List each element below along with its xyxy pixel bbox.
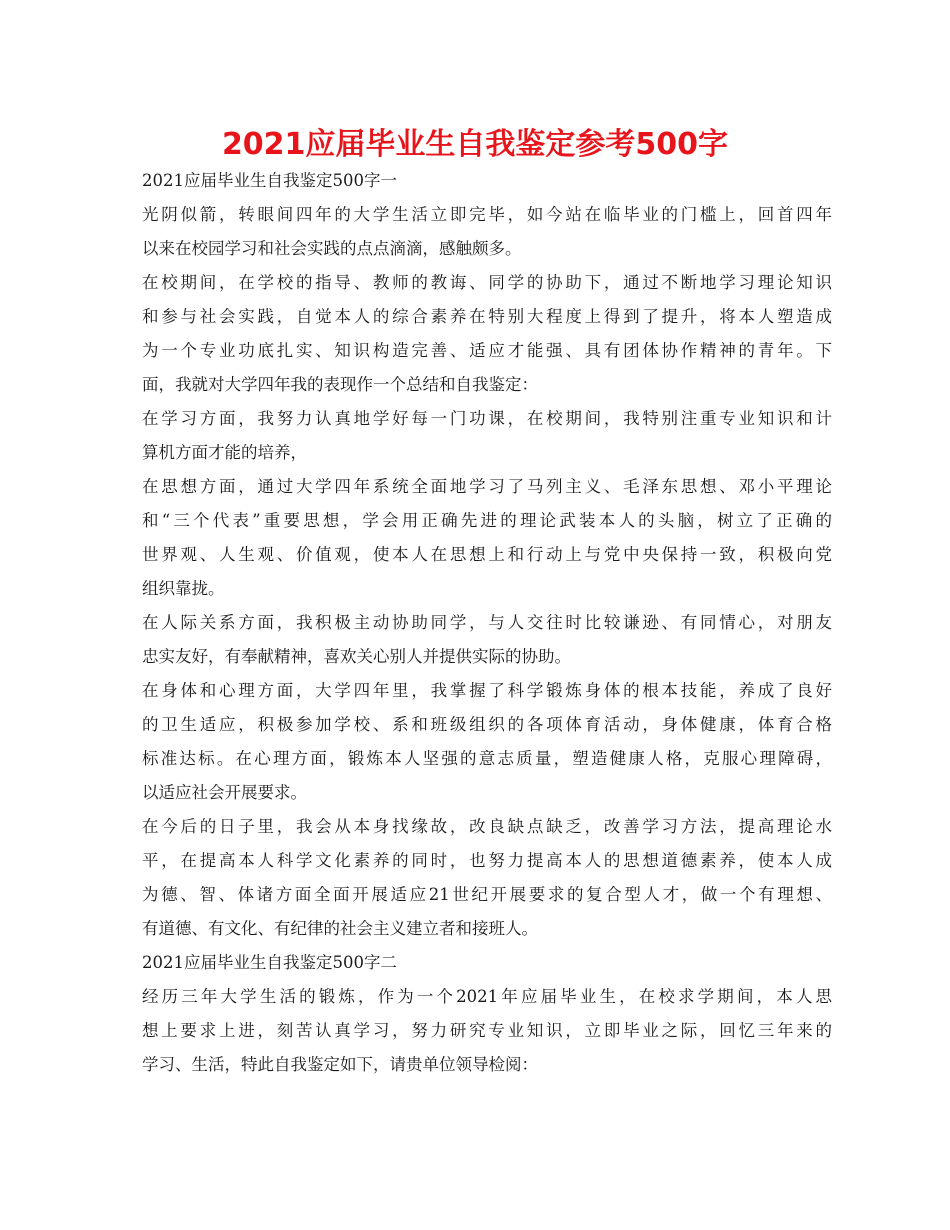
text-line: 和参与社会实践，自觉本人的综合素养在特别大程度上得到了提升，将本人塑造成 — [142, 307, 832, 326]
text-line: 学习、生活，特此自我鉴定如下，请贵单位领导检阅： — [142, 1055, 538, 1074]
text-line: 在人际关系方面，我积极主动协助同学，与人交往时比较谦逊、有同情心，对朋友 — [142, 613, 832, 632]
text-line: 为一个专业功底扎实、知识构造完善、适应才能强、具有团体协作精神的青年。下 — [142, 341, 832, 360]
text-line: 组织靠拢。 — [142, 579, 225, 598]
text-line: 标准达标。在心理方面，锻炼本人坚强的意志质量，塑造健康人格，克服心理障碍， — [142, 749, 832, 768]
text-line: 在身体和心理方面，大学四年里，我掌握了科学锻炼身体的根本技能，养成了良好 — [142, 681, 832, 700]
text-line: 在学习方面，我努力认真地学好每一门功课，在校期间，我特别注重专业知识和计 — [142, 409, 832, 428]
text-line: 算机方面才能的培养， — [142, 443, 307, 462]
text-line: 的卫生适应，积极参加学校、系和班级组织的各项体育活动，身体健康，体育合格 — [142, 715, 832, 734]
document-body — [142, 164, 832, 1082]
text-line: 经历三年大学生活的锻炼，作为一个2021年应届毕业生，在校求学期间，本人思 — [142, 987, 832, 1006]
section-heading: 2021应届毕业生自我鉴定500字二 — [142, 953, 397, 972]
text-line: 为德、智、体诸方面全面开展适应21世纪开展要求的复合型人才，做一个有理想、 — [142, 885, 832, 904]
text-line: 和“三个代表”重要思想，学会用正确先进的理论武装本人的头脑，树立了正确的 — [142, 511, 832, 530]
text-line: 在今后的日子里，我会从本身找缘故，改良缺点缺乏，改善学习方法，提高理论水 — [142, 817, 832, 836]
text-line: 平，在提高本人科学文化素养的同时，也努力提高本人的思想道德素养，使本人成 — [142, 851, 832, 870]
text-line: 在校期间，在学校的指导、教师的教诲、同学的协助下，通过不断地学习理论知识 — [142, 273, 832, 292]
text-line: 在思想方面，通过大学四年系统全面地学习了马列主义、毛泽东思想、邓小平理论 — [142, 477, 832, 496]
text-line: 世界观、人生观、价值观，使本人在思想上和行动上与党中央保持一致，积极向党 — [142, 545, 832, 564]
section-heading: 2021应届毕业生自我鉴定500字一 — [142, 171, 397, 190]
text-line: 想上要求上进，刻苦认真学习，努力研究专业知识，立即毕业之际，回忆三年来的 — [142, 1021, 832, 1040]
text-line: 以来在校园学习和社会实践的点点滴滴，感触颇多。 — [142, 239, 522, 258]
text-line: 有道德、有文化、有纪律的社会主义建立者和接班人。 — [142, 919, 538, 938]
document-title: 2021应届毕业生自我鉴定参考500字 — [221, 127, 729, 162]
text-line: 以适应社会开展要求。 — [142, 783, 307, 802]
text-line: 面，我就对大学四年我的表现作一个总结和自我鉴定： — [142, 375, 538, 394]
text-line: 忠实友好，有奉献精神，喜欢关心别人并提供实际的协助。 — [142, 647, 571, 666]
text-line: 光阴似箭，转眼间四年的大学生活立即完毕，如今站在临毕业的门槛上，回首四年 — [142, 205, 832, 224]
